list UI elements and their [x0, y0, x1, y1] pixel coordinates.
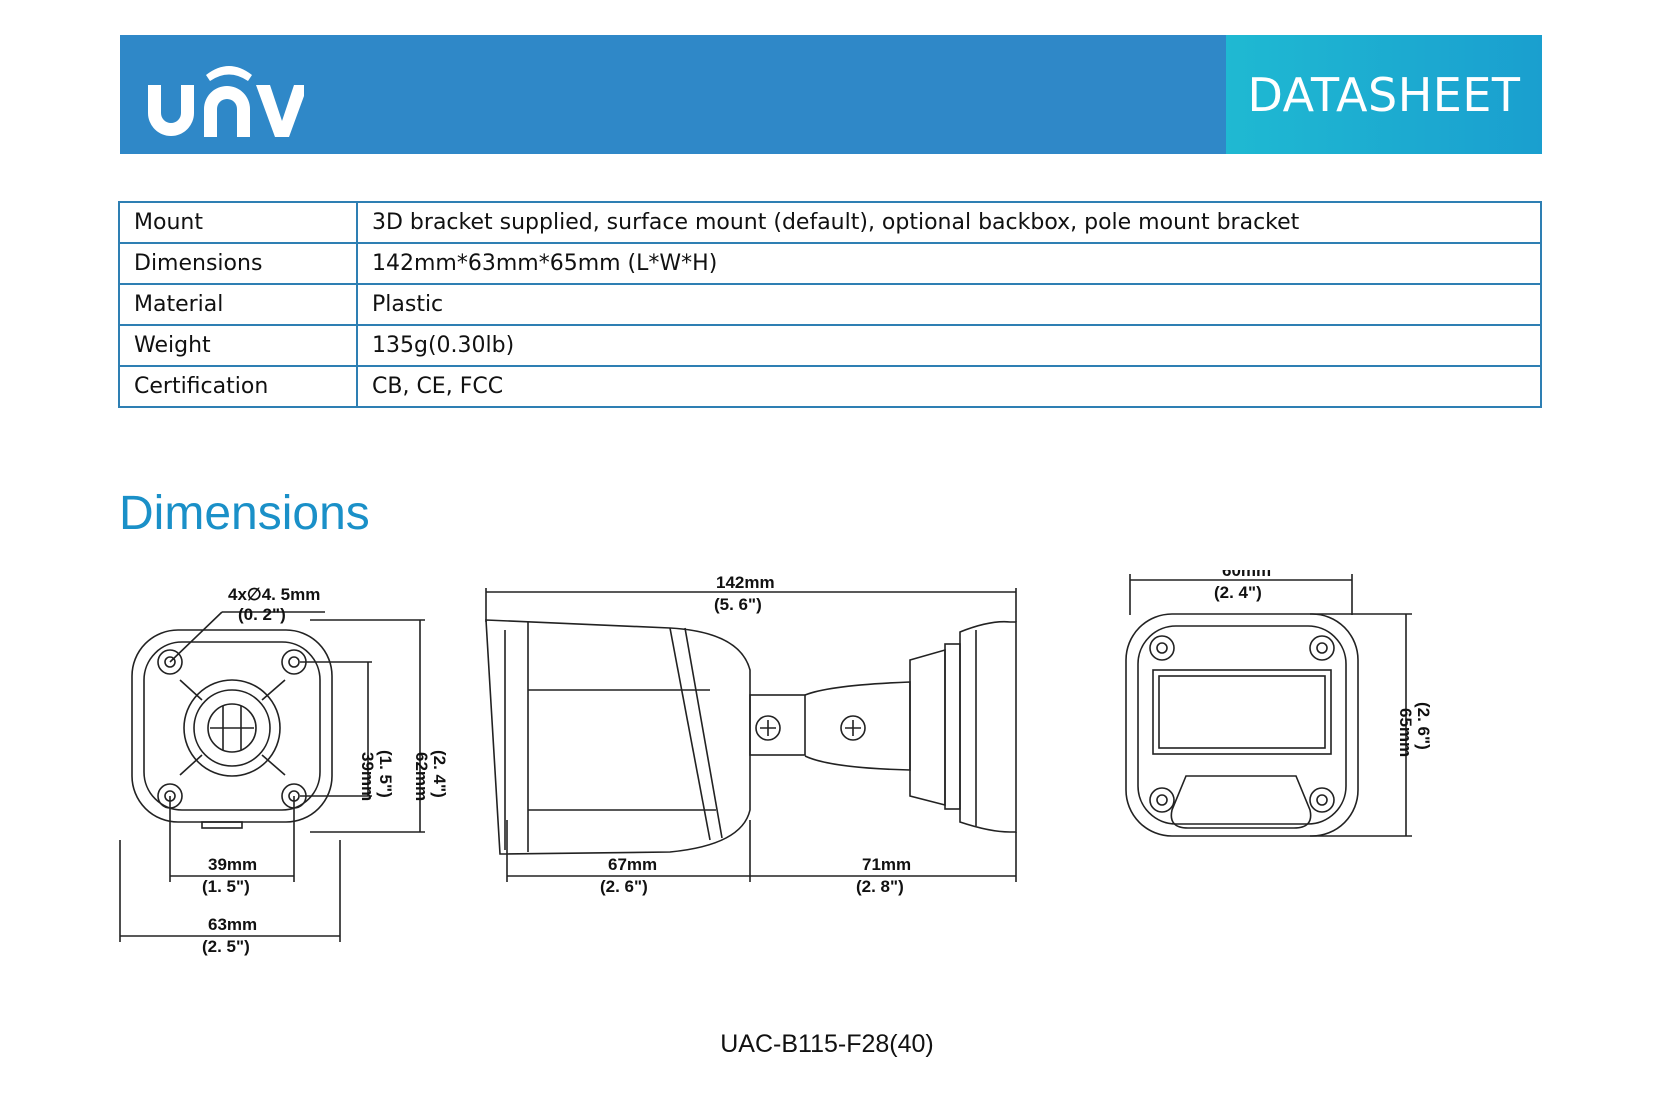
- inner-width-in-label: (1. 5"): [202, 877, 250, 896]
- spec-label: Certification: [119, 366, 357, 407]
- datasheet-label: DATASHEET: [1247, 67, 1521, 122]
- spec-table: [118, 201, 1542, 408]
- body-length-in-label: (2. 6"): [600, 877, 648, 896]
- rear-view: [1126, 574, 1412, 836]
- mount-length-in-label: (2. 8"): [856, 877, 904, 896]
- spec-label: Weight: [119, 325, 357, 366]
- outer-width-mm-label: 63mm: [208, 915, 258, 934]
- table-row: [119, 243, 1541, 284]
- mount-length-mm-label: 71mm: [862, 855, 912, 874]
- rear-height-mm-label: 65mm: [1396, 708, 1415, 758]
- outer-width-in-label: (2. 5"): [202, 937, 250, 956]
- rear-height-in-label: (2. 6"): [1414, 702, 1433, 750]
- holes-in-label: (0. 2"): [238, 605, 286, 624]
- outer-height-mm-label: 62mm: [412, 752, 431, 802]
- side-view: [486, 588, 1016, 882]
- total-length-mm-label: 142mm: [716, 573, 775, 592]
- table-row: [119, 284, 1541, 325]
- body-length-mm-label: 67mm: [608, 855, 658, 874]
- inner-width-mm-label: 39mm: [208, 855, 258, 874]
- rear-width-mm-label: 60mm: [1222, 570, 1272, 580]
- datasheet-tag: [1226, 35, 1542, 154]
- spec-value: 3D bracket supplied, surface mount (default), optional backbox, pole mount bracket: [357, 202, 1541, 243]
- datasheet-header: [120, 35, 1542, 154]
- spec-value: Plastic: [357, 284, 1541, 325]
- table-row: [119, 202, 1541, 243]
- total-length-in-label: (5. 6"): [714, 595, 762, 614]
- spec-label: Dimensions: [119, 243, 357, 284]
- table-row: [119, 325, 1541, 366]
- table-row: [119, 366, 1541, 407]
- section-title: Dimensions: [119, 487, 370, 540]
- dimension-drawing: [110, 570, 1450, 1010]
- spec-label: Material: [119, 284, 357, 325]
- spec-value: 142mm*63mm*65mm (L*W*H): [357, 243, 1541, 284]
- model-number: UAC-B115-F28(40): [720, 1030, 934, 1058]
- dimension-drawing-svg: [110, 570, 1450, 1010]
- spec-value: CB, CE, FCC: [357, 366, 1541, 407]
- rear-width-in-label: (2. 4"): [1214, 583, 1262, 602]
- spec-value: 135g(0.30lb): [357, 325, 1541, 366]
- inner-height-in-label: (1. 5"): [376, 750, 395, 798]
- spec-label: Mount: [119, 202, 357, 243]
- holes-mm-label: 4x∅4. 5mm: [228, 585, 321, 604]
- outer-height-in-label: (2. 4"): [430, 750, 449, 798]
- unv-logo: [144, 53, 304, 143]
- inner-height-mm-label: 39mm: [358, 752, 377, 802]
